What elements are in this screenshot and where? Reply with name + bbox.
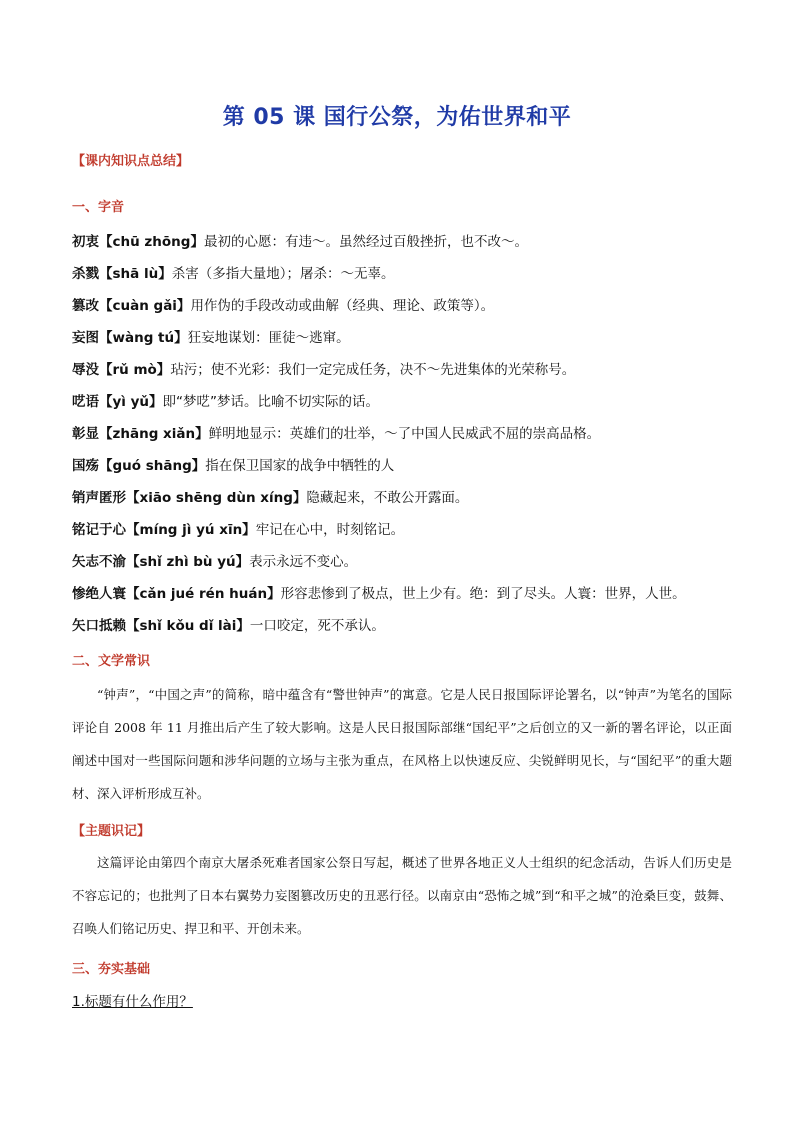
vocab-pinyin: 【rǔ mò】 [99,362,171,378]
section-literature-heading: 二、文学常识 [72,654,151,669]
vocab-pinyin: 【yì yǔ】 [99,394,163,410]
vocab-word: 销声匿形 [72,490,126,506]
vocab-word: 辱没 [72,362,99,378]
vocab-entry [72,422,732,442]
vocab-definition: 牢记在心中，时刻铭记。 [255,522,405,538]
vocab-entry [72,262,732,282]
vocab-entry [72,454,732,474]
vocab-entry [72,486,732,506]
vocab-pinyin: 【guó shāng】 [99,458,206,474]
vocab-pinyin: 【xiāo shēng dùn xíng】 [126,490,307,506]
vocab-definition: 指在保卫国家的战争中牺牲的人 [205,458,395,474]
vocab-pinyin: 【cuàn gǎi】 [99,298,191,314]
vocab-definition: 最初的心愿：有违～。虽然经过百般挫折，也不改～。 [203,234,528,250]
literature-paragraph: “钟声”，“中国之声”的简称，暗中蕴含有“警世钟声”的寓意。它是人民日报国际评论署名，以“钟声”为笔名的国际评论自 2008 年 11 月推出后产生了较大影响。这是人民日报国际部继“国纪平”之后创立的又一新的署名评论，以正面阐述中国对一些国际问题和涉华问题的立场与主张为重点，在风格上以快速反应、尖锐鲜明见长，与“国纪平”的重大题材、深入评析形成互补。 [72,687,732,801]
vocab-definition: 鲜明地显示：英雄们的壮举，～了中国人民威武不屈的崇高品格。 [208,426,601,442]
vocab-definition: 形容悲惨到了极点，世上少有。绝：到了尽头。人寰：世界，人世。 [280,586,686,602]
section-basics-heading: 三、夯实基础 [72,962,151,977]
vocab-pinyin: 【míng jì yú xīn】 [126,522,256,538]
vocab-definition: 表示永远不变心。 [249,554,358,570]
summary-tag: 【课内知识点总结】 [72,154,190,169]
vocab-word: 妄图 [72,330,99,346]
vocab-entry [72,230,732,250]
vocab-pinyin: 【wàng tú】 [99,330,188,346]
vocab-pinyin: 【cǎn jué rén huán】 [126,586,281,602]
vocab-word: 矢志不渝 [72,554,126,570]
lesson-title: 第 05 课 国行公祭，为佑世界和平 [222,105,572,130]
vocab-definition: 一口咬定，死不承认。 [249,618,385,634]
vocab-word: 惨绝人寰 [72,586,126,602]
vocab-word: 矢口抵赖 [72,618,126,634]
vocab-definition: 玷污；使不光彩：我们一定完成任务，决不～先进集体的光荣称号。 [170,362,576,378]
vocab-word: 篡改 [72,298,99,314]
vocab-entry [72,614,732,634]
vocab-word: 呓语 [72,394,99,410]
vocab-pinyin: 【shǐ zhì bù yú】 [126,554,250,570]
vocab-word: 杀戮 [72,266,99,282]
vocab-definition: 即“梦呓”梦话。比喻不切实际的话。 [162,394,380,410]
vocab-entry [72,390,732,410]
vocab-word: 彰显 [72,426,99,442]
vocab-entry [72,518,732,538]
theme-tag: 【主题识记】 [72,824,151,839]
vocab-pinyin: 【zhāng xiǎn】 [99,426,209,442]
vocab-pinyin: 【chū zhōng】 [99,234,204,250]
vocab-entry [72,358,732,378]
section-pronunciation-heading: 一、字音 [72,200,125,215]
question-1: 1.标题有什么作用？ [72,994,193,1010]
vocab-word: 国殇 [72,458,99,474]
vocab-pinyin: 【shǐ kǒu dǐ lài】 [126,618,250,634]
vocab-entry [72,582,732,602]
vocab-definition: 杀害（多指大量地）；屠杀：～无辜。 [171,266,395,282]
vocab-word: 铭记于心 [72,522,126,538]
vocab-definition: 隐藏起来，不敢公开露面。 [306,490,469,506]
vocab-word: 初衷 [72,234,99,250]
vocab-definition: 狂妄地谋划：匪徒～逃窜。 [187,330,350,346]
vocab-definition: 用作伪的手段改动或曲解（经典、理论、政策等）。 [190,298,495,314]
vocab-pinyin: 【shā lù】 [99,266,172,282]
theme-paragraph: 这篇评论由第四个南京大屠杀死难者国家公祭日写起，概述了世界各地正义人士组织的纪念活动，告诉人们历史是不容忘记的；也批判了日本右翼势力妄图篡改历史的丑恶行径。以南京由“恐怖之城”到“和平之城”的沧桑巨变，鼓舞、召唤人们铭记历史、捍卫和平、开创未来。 [72,855,732,936]
vocab-entry [72,294,732,314]
vocab-entry [72,326,732,346]
vocab-entry [72,550,732,570]
